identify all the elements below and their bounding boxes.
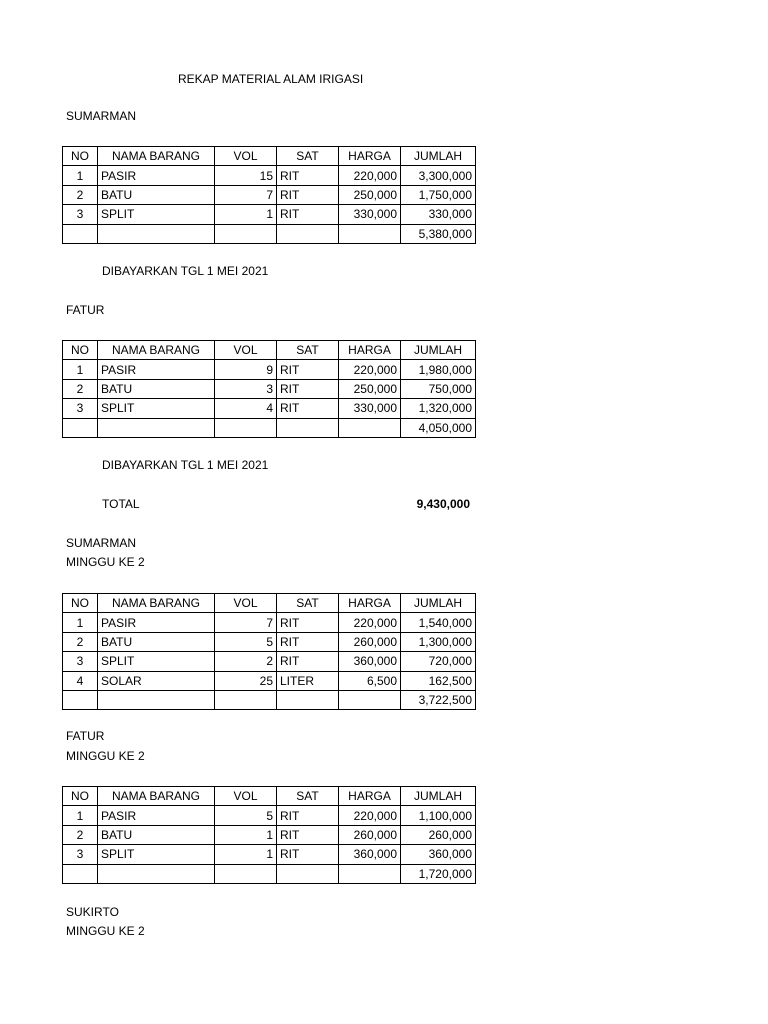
payment-note: DIBAYARKAN TGL 1 MEI 2021 (102, 264, 269, 278)
cell-no: 3 (63, 399, 98, 418)
cell-item-name: SPLIT (98, 399, 215, 418)
cell-no: 1 (63, 613, 98, 632)
empty-cell (63, 864, 98, 883)
subtotal-amount: 4,050,000 (401, 418, 476, 437)
cell-amount: 1,540,000 (401, 613, 476, 632)
section-week: MINGGU KE 2 (66, 555, 145, 569)
section-name: FATUR (66, 729, 105, 743)
column-header: VOL (215, 147, 277, 166)
cell-no: 1 (63, 166, 98, 185)
cell-amount: 1,750,000 (401, 185, 476, 204)
empty-cell (98, 864, 215, 883)
table-row (63, 360, 476, 379)
cell-unit: RIT (277, 399, 339, 418)
table-header-row (63, 787, 476, 806)
cell-price: 260,000 (339, 632, 401, 651)
cell-unit: RIT (277, 632, 339, 651)
empty-cell (277, 224, 339, 243)
cell-volume: 7 (215, 613, 277, 632)
cell-amount: 360,000 (401, 845, 476, 864)
cell-unit: RIT (277, 652, 339, 671)
table-row (63, 399, 476, 418)
table-header-row (63, 147, 476, 166)
cell-unit: RIT (277, 845, 339, 864)
cell-amount: 3,300,000 (401, 166, 476, 185)
empty-cell (63, 418, 98, 437)
table-row (63, 185, 476, 204)
cell-volume: 3 (215, 379, 277, 398)
material-table (62, 786, 476, 884)
cell-volume: 1 (215, 205, 277, 224)
cell-volume: 4 (215, 399, 277, 418)
cell-volume: 1 (215, 825, 277, 844)
empty-cell (339, 864, 401, 883)
cell-price: 220,000 (339, 613, 401, 632)
empty-cell (215, 864, 277, 883)
column-header: NAMA BARANG (98, 787, 215, 806)
cell-item-name: SPLIT (98, 845, 215, 864)
empty-cell (215, 224, 277, 243)
subtotal-row (63, 418, 476, 437)
section-name: SUKIRTO (66, 905, 119, 919)
column-header: VOL (215, 787, 277, 806)
column-header: NO (63, 594, 98, 613)
table-row (63, 205, 476, 224)
table-row (63, 379, 476, 398)
cell-unit: LITER (277, 671, 339, 690)
column-header: SAT (277, 787, 339, 806)
cell-price: 330,000 (339, 399, 401, 418)
cell-volume: 5 (215, 632, 277, 651)
cell-price: 360,000 (339, 845, 401, 864)
cell-volume: 5 (215, 806, 277, 825)
empty-cell (63, 224, 98, 243)
empty-cell (339, 690, 401, 709)
document-title: REKAP MATERIAL ALAM IRIGASI (178, 72, 364, 86)
subtotal-row (63, 864, 476, 883)
subtotal-row (63, 690, 476, 709)
table-row (63, 613, 476, 632)
cell-item-name: BATU (98, 825, 215, 844)
section-name: SUMARMAN (66, 109, 137, 123)
cell-amount: 260,000 (401, 825, 476, 844)
cell-price: 220,000 (339, 166, 401, 185)
total-value: 9,430,000 (416, 497, 470, 511)
cell-no: 2 (63, 825, 98, 844)
empty-cell (277, 690, 339, 709)
subtotal-amount: 3,722,500 (401, 690, 476, 709)
column-header: NO (63, 147, 98, 166)
cell-item-name: PASIR (98, 806, 215, 825)
cell-no: 1 (63, 360, 98, 379)
cell-item-name: SPLIT (98, 205, 215, 224)
cell-no: 2 (63, 379, 98, 398)
cell-item-name: SPLIT (98, 652, 215, 671)
empty-cell (98, 418, 215, 437)
empty-cell (215, 690, 277, 709)
cell-price: 250,000 (339, 379, 401, 398)
cell-volume: 1 (215, 845, 277, 864)
section-name: SUMARMAN (66, 536, 137, 550)
cell-amount: 1,320,000 (401, 399, 476, 418)
cell-volume: 2 (215, 652, 277, 671)
cell-amount: 1,980,000 (401, 360, 476, 379)
table-row (63, 671, 476, 690)
column-header: NAMA BARANG (98, 594, 215, 613)
total-label: TOTAL (102, 497, 140, 511)
cell-item-name: PASIR (98, 166, 215, 185)
cell-amount: 720,000 (401, 652, 476, 671)
column-header: JUMLAH (401, 147, 476, 166)
cell-no: 3 (63, 652, 98, 671)
cell-price: 6,500 (339, 671, 401, 690)
cell-unit: RIT (277, 825, 339, 844)
cell-no: 2 (63, 185, 98, 204)
empty-cell (98, 690, 215, 709)
empty-cell (339, 224, 401, 243)
cell-volume: 25 (215, 671, 277, 690)
column-header: SAT (277, 594, 339, 613)
cell-item-name: BATU (98, 379, 215, 398)
column-header: HARGA (339, 594, 401, 613)
cell-amount: 162,500 (401, 671, 476, 690)
table-header-row (63, 594, 476, 613)
empty-cell (277, 864, 339, 883)
cell-item-name: BATU (98, 632, 215, 651)
cell-item-name: BATU (98, 185, 215, 204)
cell-price: 220,000 (339, 360, 401, 379)
column-header: NAMA BARANG (98, 341, 215, 360)
table-row (63, 806, 476, 825)
cell-unit: RIT (277, 205, 339, 224)
column-header: VOL (215, 594, 277, 613)
section-week: MINGGU KE 2 (66, 924, 145, 938)
cell-unit: RIT (277, 806, 339, 825)
cell-amount: 330,000 (401, 205, 476, 224)
cell-volume: 7 (215, 185, 277, 204)
column-header: JUMLAH (401, 787, 476, 806)
cell-unit: RIT (277, 185, 339, 204)
cell-price: 250,000 (339, 185, 401, 204)
column-header: HARGA (339, 341, 401, 360)
cell-no: 1 (63, 806, 98, 825)
empty-cell (98, 224, 215, 243)
section-week: MINGGU KE 2 (66, 749, 145, 763)
subtotal-amount: 1,720,000 (401, 864, 476, 883)
column-header: SAT (277, 341, 339, 360)
cell-item-name: PASIR (98, 360, 215, 379)
column-header: JUMLAH (401, 594, 476, 613)
column-header: HARGA (339, 787, 401, 806)
cell-amount: 1,100,000 (401, 806, 476, 825)
empty-cell (339, 418, 401, 437)
cell-unit: RIT (277, 613, 339, 632)
table-header-row (63, 341, 476, 360)
cell-item-name: SOLAR (98, 671, 215, 690)
cell-item-name: PASIR (98, 613, 215, 632)
empty-cell (277, 418, 339, 437)
cell-no: 4 (63, 671, 98, 690)
cell-no: 3 (63, 205, 98, 224)
cell-unit: RIT (277, 360, 339, 379)
cell-price: 220,000 (339, 806, 401, 825)
empty-cell (63, 690, 98, 709)
cell-no: 2 (63, 632, 98, 651)
material-table (62, 593, 476, 710)
section-name: FATUR (66, 303, 105, 317)
column-header: NAMA BARANG (98, 147, 215, 166)
column-header: VOL (215, 341, 277, 360)
column-header: JUMLAH (401, 341, 476, 360)
table-row (63, 845, 476, 864)
subtotal-amount: 5,380,000 (401, 224, 476, 243)
payment-note: DIBAYARKAN TGL 1 MEI 2021 (102, 458, 269, 472)
subtotal-row (63, 224, 476, 243)
cell-volume: 9 (215, 360, 277, 379)
cell-unit: RIT (277, 379, 339, 398)
material-table (62, 146, 476, 244)
table-row (63, 825, 476, 844)
column-header: NO (63, 787, 98, 806)
material-table (62, 340, 476, 438)
cell-price: 330,000 (339, 205, 401, 224)
cell-amount: 1,300,000 (401, 632, 476, 651)
column-header: SAT (277, 147, 339, 166)
table-row (63, 632, 476, 651)
cell-price: 260,000 (339, 825, 401, 844)
cell-amount: 750,000 (401, 379, 476, 398)
empty-cell (215, 418, 277, 437)
column-header: NO (63, 341, 98, 360)
cell-unit: RIT (277, 166, 339, 185)
table-row (63, 166, 476, 185)
cell-volume: 15 (215, 166, 277, 185)
table-row (63, 652, 476, 671)
cell-no: 3 (63, 845, 98, 864)
column-header: HARGA (339, 147, 401, 166)
cell-price: 360,000 (339, 652, 401, 671)
